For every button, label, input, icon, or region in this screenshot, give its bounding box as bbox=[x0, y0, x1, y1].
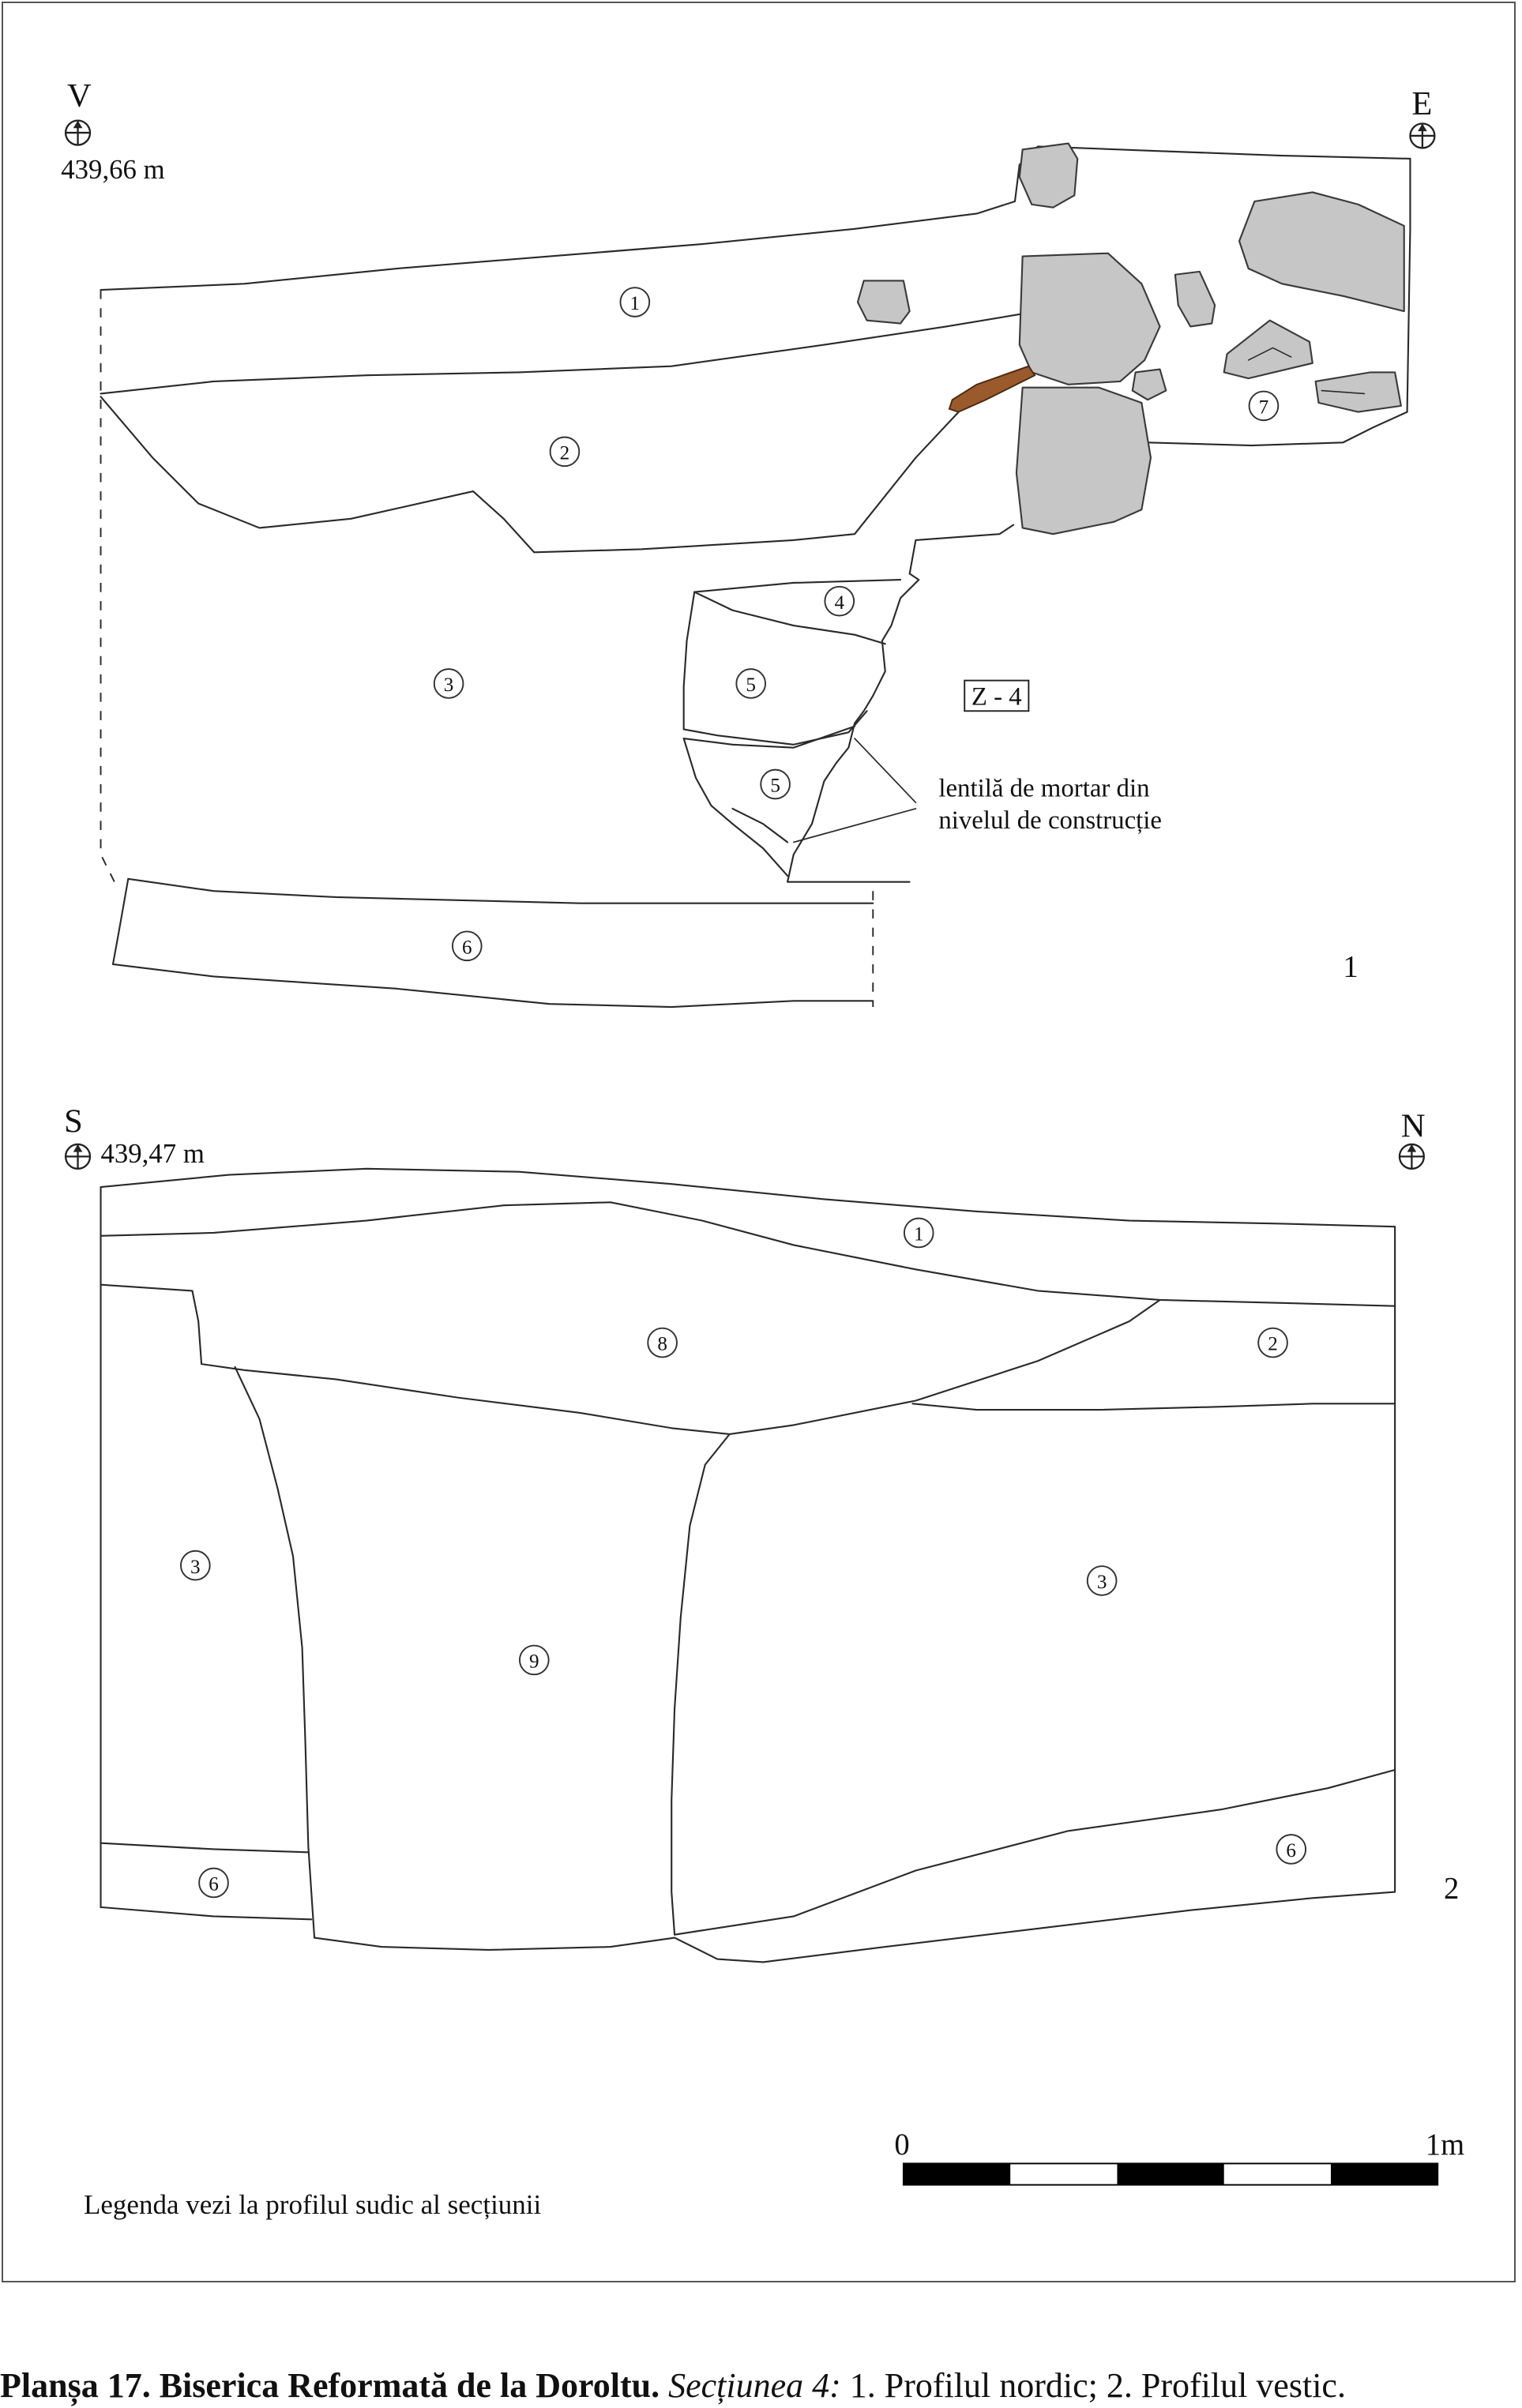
layer-5-bowl bbox=[684, 738, 787, 876]
layer-badge bbox=[551, 437, 580, 466]
stone-3 bbox=[858, 280, 910, 323]
layer-badge bbox=[1250, 392, 1279, 421]
svg-text:5: 5 bbox=[770, 775, 780, 797]
surface-line-2 bbox=[101, 1169, 1396, 1227]
stone-6 bbox=[1224, 321, 1313, 378]
plate-caption bbox=[0, 2365, 1522, 2408]
layer-6-bottom-west bbox=[101, 1907, 312, 1919]
profile-number-1: 1 bbox=[1343, 950, 1359, 984]
profile-number-2: 2 bbox=[1443, 1872, 1460, 1906]
layer-2-bottom-2 bbox=[913, 1403, 1396, 1410]
pit-9-east-edge bbox=[671, 1434, 729, 1935]
svg-text:1: 1 bbox=[913, 1223, 924, 1245]
svg-text:9: 9 bbox=[529, 1651, 539, 1673]
profile-1 bbox=[61, 77, 1434, 1007]
profile-2 bbox=[64, 1103, 1459, 1962]
scale-start-label: 0 bbox=[894, 2128, 910, 2162]
lens-leader bbox=[794, 738, 916, 842]
layer-badge bbox=[736, 669, 765, 698]
east-letter: E bbox=[1411, 85, 1433, 122]
south-letter: S bbox=[64, 1103, 83, 1140]
svg-text:5: 5 bbox=[746, 674, 756, 697]
layer-badge bbox=[761, 770, 790, 799]
scale-bar bbox=[894, 2128, 1464, 2185]
datum-west-icon bbox=[66, 121, 90, 145]
west-edge-1 bbox=[101, 290, 116, 885]
caption-italic: Secțiunea 4: bbox=[668, 2366, 841, 2405]
datum-east-icon bbox=[1410, 123, 1434, 148]
layer-3-6-boundary bbox=[128, 879, 873, 903]
stone-4 bbox=[1020, 254, 1160, 385]
layer-badge bbox=[199, 1869, 228, 1898]
stone-8 bbox=[1316, 372, 1401, 411]
zone-label: Z - 4 bbox=[971, 682, 1022, 712]
svg-text:2: 2 bbox=[559, 442, 570, 464]
caption-bold: Planșa 17. Biserica Reformată de la Doroltu. bbox=[0, 2366, 660, 2405]
svg-text:3: 3 bbox=[1096, 1572, 1107, 1594]
layer-6-top-west bbox=[101, 1843, 309, 1853]
svg-text:3: 3 bbox=[443, 674, 454, 697]
elevation-label-2: 439,47 m bbox=[100, 1138, 205, 1170]
svg-text:6: 6 bbox=[1286, 1840, 1297, 1862]
svg-text:7: 7 bbox=[1258, 396, 1269, 419]
layer-badge bbox=[904, 1219, 934, 1248]
layer-6-bottom-east bbox=[675, 1892, 1395, 1963]
scale-end-label: 1m bbox=[1425, 2128, 1465, 2162]
layer-badge bbox=[1088, 1566, 1117, 1595]
svg-text:3: 3 bbox=[190, 1556, 201, 1578]
svg-text:6: 6 bbox=[462, 937, 472, 959]
svg-text:8: 8 bbox=[657, 1333, 667, 1355]
legend-note: Legenda vezi la profilul sudic al secțiunii bbox=[84, 2189, 542, 2220]
layer-badge bbox=[181, 1551, 210, 1580]
stone-1 bbox=[1020, 144, 1077, 208]
layer-badge bbox=[520, 1646, 549, 1675]
layer-badge bbox=[453, 931, 482, 960]
layer-6-bottom bbox=[113, 879, 873, 1007]
layer-2-3-boundary bbox=[101, 396, 962, 552]
svg-text:4: 4 bbox=[834, 592, 845, 614]
layer-badge bbox=[1276, 1835, 1306, 1864]
layer-badge bbox=[620, 287, 649, 317]
east-edge-1 bbox=[1407, 159, 1411, 412]
stone-9 bbox=[1017, 388, 1151, 534]
svg-text:2: 2 bbox=[1268, 1333, 1278, 1355]
stone-5 bbox=[1175, 272, 1215, 327]
lens-strip bbox=[733, 809, 788, 843]
layer-1-bottom-2 bbox=[101, 1202, 1396, 1305]
svg-text:6: 6 bbox=[209, 1873, 219, 1895]
pit-9-bottom bbox=[314, 1938, 675, 1950]
surface-line-1 bbox=[101, 146, 1411, 290]
lens-note-line2: nivelul de construcție bbox=[938, 806, 1163, 836]
datum-north-icon bbox=[1400, 1144, 1424, 1169]
layer-7-boundary bbox=[1148, 412, 1407, 446]
datum-south-icon bbox=[66, 1144, 90, 1169]
layer-badge bbox=[825, 587, 854, 616]
west-letter: V bbox=[67, 77, 92, 115]
north-letter: N bbox=[1400, 1107, 1426, 1145]
elevation-label-1: 439,66 m bbox=[61, 154, 165, 186]
layer-1-2-boundary bbox=[101, 314, 1020, 393]
caption-plain: 1. Profilul nordic; 2. Profilul vestic. bbox=[849, 2366, 1346, 2405]
layer-8-boundary bbox=[101, 1285, 1160, 1434]
stone-2 bbox=[1239, 192, 1404, 311]
layer-badge bbox=[1258, 1328, 1287, 1358]
layer-badge bbox=[434, 669, 464, 698]
svg-text:1: 1 bbox=[629, 293, 641, 315]
layer-4-outline bbox=[694, 580, 900, 644]
lens-note-line1: lentilă de mortar din bbox=[938, 774, 1150, 803]
layer-badge bbox=[648, 1328, 677, 1358]
stone-7 bbox=[1133, 370, 1167, 400]
